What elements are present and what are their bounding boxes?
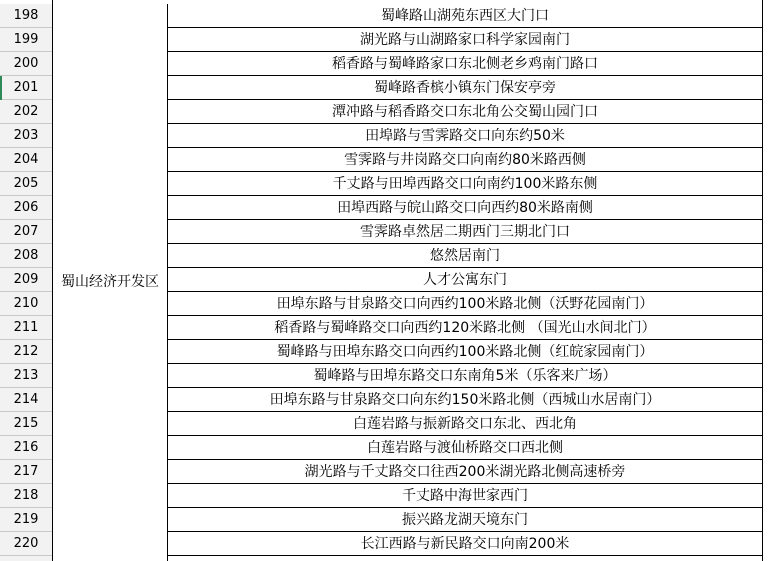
location-cell[interactable]: 湖光路与山湖路家口科学家园南门 bbox=[168, 28, 762, 52]
location-cell[interactable]: 雪霁路卓然居二期西门三期北门口 bbox=[168, 220, 762, 244]
location-cell[interactable]: 人才公寓东门 bbox=[168, 268, 762, 292]
row-marker bbox=[0, 76, 2, 100]
location-cell[interactable]: 蜀峰路与田埠东路交口东南角5米（乐客来广场） bbox=[168, 364, 762, 388]
location-cell[interactable]: 长江西路与新民路交口向南200米 bbox=[168, 532, 762, 556]
row-number[interactable]: 214 bbox=[0, 388, 52, 412]
district-label: 蜀山经济开发区 bbox=[61, 274, 159, 290]
row-number[interactable]: 215 bbox=[0, 412, 52, 436]
row-number[interactable]: 201 bbox=[0, 76, 52, 100]
location-cell[interactable]: 田埠西路与皖山路交口向西约80米路南侧 bbox=[168, 196, 762, 220]
row-number[interactable]: 209 bbox=[0, 268, 52, 292]
row-number[interactable]: 205 bbox=[0, 172, 52, 196]
row-number[interactable]: 198 bbox=[0, 4, 52, 28]
row-number[interactable]: 212 bbox=[0, 340, 52, 364]
row-number[interactable]: 207 bbox=[0, 220, 52, 244]
row-number[interactable]: 203 bbox=[0, 124, 52, 148]
row-number[interactable]: 210 bbox=[0, 292, 52, 316]
row-number[interactable]: 202 bbox=[0, 100, 52, 124]
row-number[interactable]: 211 bbox=[0, 316, 52, 340]
row-number[interactable]: 218 bbox=[0, 484, 52, 508]
location-cell[interactable]: 稻香路与蜀峰路交口向西约120米路北侧 （国光山水间北门） bbox=[168, 316, 762, 340]
row-number[interactable]: 200 bbox=[0, 52, 52, 76]
location-column bbox=[168, 4, 768, 561]
row-number[interactable]: 204 bbox=[0, 148, 52, 172]
row-number[interactable]: 208 bbox=[0, 244, 52, 268]
row-number[interactable]: 220 bbox=[0, 532, 52, 556]
location-cell[interactable]: 蜀峰路与田埠东路交口向西约100米路北侧（红皖家园南门） bbox=[168, 340, 762, 364]
location-cell[interactable]: 稻香路与蜀峰路家口东北侧老乡鸡南门路口 bbox=[168, 52, 762, 76]
row-number[interactable]: 213 bbox=[0, 364, 52, 388]
location-cell[interactable]: 雪霁路与井岗路交口向南约80米路西侧 bbox=[168, 148, 762, 172]
district-cell[interactable] bbox=[52, 4, 168, 561]
location-cell[interactable]: 千丈路中海世家西门 bbox=[168, 484, 762, 508]
row-number[interactable]: 199 bbox=[0, 28, 52, 52]
location-cell[interactable]: 悠然居南门 bbox=[168, 244, 762, 268]
location-cell[interactable]: 白莲岩路与振新路交口东北、西北角 bbox=[168, 412, 762, 436]
location-cell[interactable]: 田埠东路与甘泉路交口向东约150米路北侧（西城山水居南门） bbox=[168, 388, 762, 412]
location-cell[interactable]: 振兴路龙湖天境东门 bbox=[168, 508, 762, 532]
row-number-column bbox=[0, 4, 53, 561]
location-cell[interactable]: 蜀峰路山湖苑东西区大门口 bbox=[168, 4, 762, 28]
row-number[interactable]: 216 bbox=[0, 436, 52, 460]
location-cell[interactable]: 田埠路与雪霁路交口向东约50米 bbox=[168, 124, 762, 148]
row-number[interactable]: 219 bbox=[0, 508, 52, 532]
location-cell[interactable]: 白莲岩路与渡仙桥路交口西北侧 bbox=[168, 436, 762, 460]
row-number[interactable]: 206 bbox=[0, 196, 52, 220]
row-number[interactable]: 217 bbox=[0, 460, 52, 484]
location-cell[interactable]: 千丈路与田埠西路交口向南约100米路东侧 bbox=[168, 172, 762, 196]
location-cell[interactable]: 蜀峰路香槟小镇东门保安亭旁 bbox=[168, 76, 762, 100]
column-divider bbox=[762, 0, 763, 561]
location-cell[interactable]: 湖光路与千丈路交口往西200米湖光路北侧高速桥旁 bbox=[168, 460, 762, 484]
location-cell[interactable]: 田埠东路与甘泉路交口向西约100米路北侧（沃野花园南门） bbox=[168, 292, 762, 316]
location-cell[interactable]: 潭冲路与稻香路交口东北角公交蜀山园门口 bbox=[168, 100, 762, 124]
